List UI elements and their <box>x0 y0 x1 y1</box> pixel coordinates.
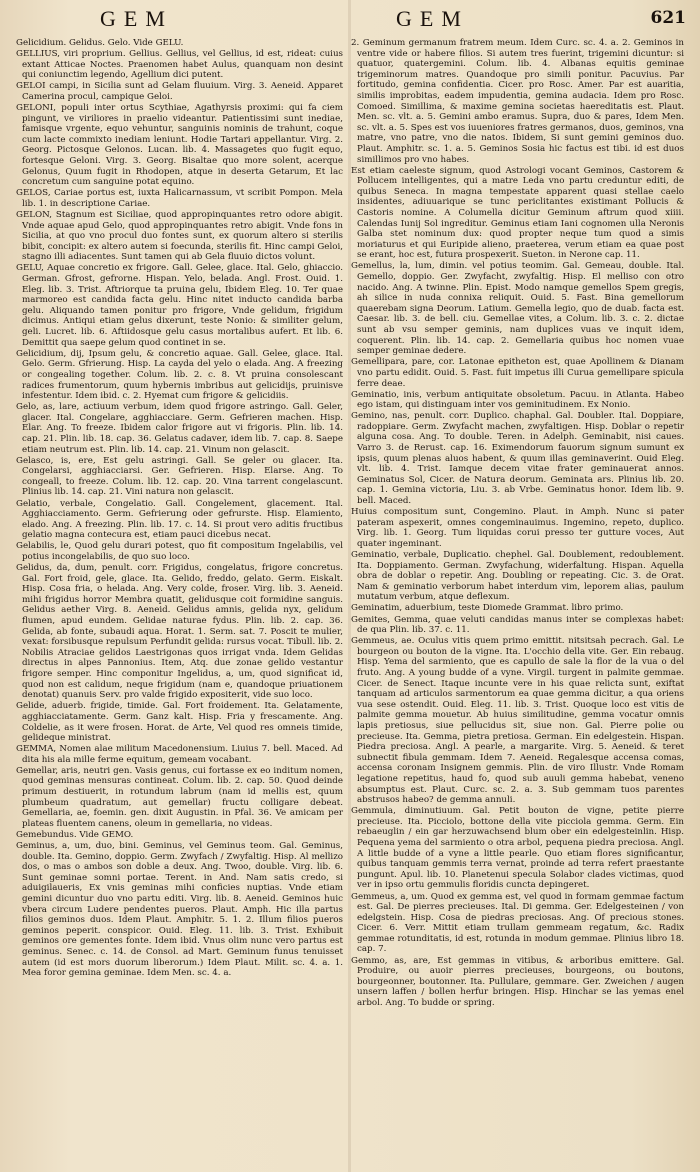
dictionary-entry: Est etiam caeleste signum, quod Astrologi vocant Geminos, Castorem & Pollucem intelligentes, qui a matre Leda vno partu creduntur editi, de quibus Seneca. In magna tempestate apparent quasi stellae caelo insidentes, adiuuarique se tunc periclitantes existimant Pollucis & Castoris nomine. A Columella dicitur Geminum aftrum quod xiiii. Calendas Iunij Sol ingreditur. Geminus etiam Iani cognomen ulla Neronis Galba stet nominum dux: quod propter neque tum quod a simis moriaturus et qui Euripide alieno, praeterea, verum etiam ea quae post se erant, hoc est, futura prospexerit. Sueton. in Nerone cap. 11. <box>351 165 684 261</box>
dictionary-entry: Gemmo, as, are, Est gemmas in vitibus, & arboribus emittere. Gal. Produire, ou auoir pierres precieuses, bourgeons, ou boutons, bourgeonner, boutonner. Ita. Pullulare, gemmare. Ger. Zweichen / augen unsern laffen / bollen herfur bringen. Hisp. Hinchar se las yemas enel arbol. Ang. To budde or spring. <box>351 955 684 1008</box>
dictionary-entry: Huius compositum sunt, Congemino. Plaut. in Amph. Nunc si pater pateram aspexerit, omnes congeminauimus. Ingemino, repeto, duplico. Virg. lib. 1. Georg. Tum liquidas corui presso ter gutture voces, Aut quater ingeminant. <box>351 507 684 549</box>
dictionary-entry: Gelicidium. Gelidus. Gelo. Vide GELU. <box>16 38 184 48</box>
dictionary-entry: Gelidus, da, dum, penult. corr. Frigidus, congelatus, frigore concretus. Gal. Fort froid, gele, glace. Ita. Gelido, freddo, gelato. Germ. Eiskalt. Hisp. Cosa fria, o helada. Ang. Very colde, froser. Virg. lib. 3. Aeneid. mihi frigidus horror Membra quatit, gelidusque coit formidine sanguis. Gelidus aether Virg. 8. Aeneid. Gelidus amnis, gelida nyx, gelidum flumen, apud eundem. Gelidae naturae fydus. Plin. lib. 2. cap. 36. Gelida, ab fonte, subaudi aqua. Horat. 1. Serm. sat. 7. Poscit te mulier, vexat: forsibusque repulsum Perfundit gelida: rursus vocat. Tibull. lib. 2. Nobilis Atraciae gelidos Laestrigonas quos irrigat vnda. Idem Gelidas directus in alpes Pannonius. Item, Atq. due zonae gelido vestantur frigore semper. Hinc componitur Ingelidus, a, um, quod significat id, quod non est calidum, neque frigidum (nam e, quandoque priuationem denotat) quanuis Serv. pro valde frigido expositerit, vide suo loco. <box>16 563 343 701</box>
dictionary-entry: 2. Geminum germanum fratrem meum. Idem Curc. sc. 4. a. 2. Geminos in ventre vide or habere filios. Si autem tres fuerint, trigemini dicuntur: si quatuor, quatergemini. Colum. lib. 4. Albanas equitis geminae trigeminorum matres. Quandoque pro simili ponitur. Pacuvius. Par fortitudo, gemina confidentia. Cicer. pro Rosc. Amer. Par est auaritia, similis improbitas, eadem impudentia, gemina audacia. Idem pro Rosc. Comoed. Simillima, & maxime gemina societas haereditatis est. Plaut. Men. sc. vlt. a. 5. Gemini ambo eramus. Supra, duo & pares, Idem Men. sc. vlt. a. 5. Spes est vos iuueniores fratres germanos, duos, geminos, vna matre, vno patre, vno die natos. Ibidem, Si sunt gemini geminos duo. Plaut. Amphitr. sc. 1. a. 5. Geminos Sosia hic factus est tibi. id est duos simillimos pro vno habes. <box>351 38 684 165</box>
column-gutter <box>348 0 351 1172</box>
running-head-right: GEM <box>396 6 469 31</box>
left-column <box>16 38 343 1009</box>
right-column <box>351 38 684 1009</box>
dictionary-entry: GELONI, populi inter ortus Scythiae, Agathyrsis proximi: qui fa ciem pingunt, ve viriliores in praelio videantur. Patientissimi sunt inediae, famisque vrgente, equo vehuntur, sanguinis nominis de trahunt, coque cum lacte commixto inediam leniunt. Hodie Tartari appellantur. Virg. 2. Georg. Pictosque Gelonos. Lucan. lib. 4. Massagetes quo fugit equo, fortesque Geloni. Virg. 3. Georg. Bisaltae quo more solent, acerque Gelonus, Quum fugit in Rhodopen, atque in deserta Getarum, Et lac concretum cum sanguine potat equino. <box>16 103 343 188</box>
dictionary-entry: GELU, Aquae concretio ex frigore. Gall. Gelee, glace. Ital. Gelo, ghiaccio. German. Gfrost, gefrorne. Hispan. Yelo, belada. Angl. Frost. Ouid. 1. Eleg. lib. 3. Trist. Aftriorque ta pruina gelu, Ibidem Eleg. 10. Ter quae marmoreo est candida facta gelu. Hinc nitet inducto candida barba gelu. Aliquando tamen ponitur pro frigore, Vnde gelidum, frigidum dicimus. Antiqui etiam gelus dixerunt, teste Nonio: & similiter gelum, geli. Lucret. lib. 6. Aftiidosque gelu casus mortalibus aufert. Et lib. 6. Demittit qua saepe gelum quod continet in se. <box>16 263 343 348</box>
two-column-text <box>16 38 686 1009</box>
dictionary-entry: Geminatio, inis, verbum antiquitate obsoletum. Pacuu. in Atlanta. Habeo ego istam, qui distinguam inter vos geminitudinem. Ex Nonio. <box>351 389 684 411</box>
dictionary-entry: Gelo, as, lare, actiuum verbum, idem quod frigore astringo. Gall. Geler, glacer. Ital. Congelare, agghiacciare. Germ. Gefrieren machen. Hisp. Elar. Ang. To freeze. Ibidem calor frigore aut vi frigoris. Plin. lib. 14. cap. 21. Plin. lib. 18. cap. 36. Gelatus cadaver, idem lib. 7. cap. 8. Saepe etiam neutrum est. Plin. lib. 14. cap. 21. Vinum non gelascit. <box>16 402 343 455</box>
dictionary-entry: Gemites, Gemma, quae veluti candidas manus inter se complexas habet: de qua Plin. lib. 37. c. 11. <box>351 614 684 636</box>
dictionary-entry: Geminatim, aduerbium, teste Diomede Grammat. libro primo. <box>351 603 624 614</box>
dictionary-entry: Gelabilis, le, Quod gelu durari potest, quo fit compositum Ingelabilis, vel potius incongelabilis, de quo suo loco. <box>16 541 343 562</box>
dictionary-entry: Gelicidium, dij, Ipsum gelu, & concretio aquae. Gall. Gelee, glace. Ital. Gelo. Germ. Gfrierung. Hisp. La cayda del yelo o elada. Ang. A freezing or congealing together. Colum. lib. 2. c. 8. Vt pruina consolescant radices frumentorum, quum hybernis imbribus aut gelicidijs, pruinisve infestentur. Idem ibid. c. 2. Hyemat cum frigore & gelicidiis. <box>16 348 343 402</box>
dictionary-entry: GELOI campi, in Sicilia sunt ad Gelam fluuium. Virg. 3. Aeneid. Apparet Camerina procul, campique Geloi. <box>16 81 343 102</box>
dictionary-entry: Geminatio, verbale, Duplicatio. chephel. Gal. Doublement, redoublement. Ita. Doppiamento. German. Zwyfachung, widerfaltung. Hispan. Aquella obra de doblar o repetir. Ang. Doubling or repeating. Cic. 3. de Orat. Nam & geminatio verborum habet interdum vim, leporem alias, paulum mutatum verbum, atque deflexum. <box>351 550 684 603</box>
running-head-left: GEM <box>100 6 173 31</box>
page-header <box>16 6 686 34</box>
dictionary-entry: Gemellipara, pare, cor. Latonae epitheton est, quae Apollinem & Dianam vno partu edidit. Ouid. 5. Fast. fuit impetus illi Curua gemellipare spicula ferre deae. <box>351 357 684 389</box>
dictionary-entry: Gemmeus, a, um. Quod ex gemma est, vel quod in formam gemmae factum est. Gal. De pierres precieuses. Ital. Di gemma. Ger. Edelgesteinen / von edelgstein. Hisp. Cosa de piedras preciosas. Ang. Of precious stones. Cicer. 6. Verr. Mittit etiam trullam gemmeam regatum, &c. Radix gemmae rotunditatis, id est, rotunda in modum gemmae. Plinius libro 18. cap. 7. <box>351 891 684 955</box>
dictionary-entry: Gemino, nas, penult. corr. Duplico. chaphal. Gal. Doubler. Ital. Doppiare, radoppiare. Germ. Zwyfacht machen, zwyfaltigen. Hisp. Doblar o repetir alguna cosa. Ang. To double. Teren. in Adelph. Geminabit, nisi caues. Varro 3. de Rerust. cap. 16. Eximendorum fauorum signum sumunt ex ipsis, quum plenas aluos habent, & quum illas geminaverint. Ouid Eleg. vlt. lib. 4. Trist. Iamque decem vitae frater geminauerat annos. Geminatus Sol, Cicer. de Natura deorum. Geminata ars. Plinius lib. 20. cap. 1. Gemina victoria, Liu. 3. ab Vrbe. Geminatus honor. Idem lib. 9. bell. Maced. <box>351 411 684 507</box>
dictionary-entry: GELON, Stagnum est Siciliae, quod appropinquantes retro odore abigit. Vnde aquae apud Gelo, quod appropinquantes retro abigit. Vnde fons in Sicilia, at quo vno procul duo fontes sunt, ex quorum altero si sterilis bibit, concipit: ex altero autem si foecunda, sterilis fit. Hinc campi Geloi, stagno illi adiacentes. Sunt tamen qui ab Gela fluuio dictos volunt. <box>16 210 343 263</box>
page-number: 621 <box>650 8 686 28</box>
dictionary-entry: Gemmeus, ae. Oculus vitis quem primo emittit. nitsitsah pecrach. Gal. Le bourgeon ou bouton de la vigne. Ita. L'occhio della vite. Ger. Ein rebaug. Hisp. Yema del sarmiento, que es capullo de sale la flor de la vua o del fruto. Ang. A young budde of a vyne. Virgil. turgent in palmite gemmae. Cicer. de Senect. Itaque incunte vere in his quae relicta sunt, exiftat tanquam ad articulos sarmentorum ea quae gemma dicitur, a qua oriens vua sese ostendit. Ouid. Eleg. 11. lib. 3. Trist. Quoque loco est vitis de palmite gemma mouetur. Ab huius similitudine, gemma vocatur omnis lapis pretiosus, siue pellucidus sit, siue non. Gal. Pierre polie ou precieuse. Ita. Gemma, pietra pretiosa. German. Ein edelgestein. Hispan. Piedra preciosa. Angl. A pearle, a margarite. Virg. 5. Aeneid. & teret subnectit fibula gemmam. Idem 7. Aeneid. Regalesque accensa comas, accensa coronam Insignem gemmis. Plin. de viro Illustr. Vnde Romam legatione repetitus, haud fo, quod sub auuli gemma habebat, veneno absumptus est. Plaut. Curc. sc. 2. a. 3. Sub gemmam tuos parentes abstrusos habeo? de gemma annuli. <box>351 636 684 806</box>
dictionary-entry: Gemellus, la, lum, dimin. vel potius teomim. Gal. Gemeau, double. Ital. Gemello, doppio. Ger. Zwyfacht, zwyfaltig. Hisp. El melliso con otro nacido. Ang. A twinne. Plin. Epist. Modo namque gemellos Spem gregis, ah silice in nuda connixa reliquit. Ouid. 5. Fast. Bina gemellorum quaerebam signa Deorum. Latium. Gemella legio, quo de duab. facta est. Caesar. lib. 3. de bell. ciu. Gemellae vites, a Colum. lib. 3. c. 2. dictae sunt ab vsu semper geminis, nam duplices vuas ve inquit idem, coquerent. Plin. lib. 14. cap. 2. Gemellaria quibus hoc nomen vuae semper geminae dedere. <box>351 261 684 357</box>
dictionary-entry: Geminus, a, um, duo, bini. Geminus, vel Geminus teom. Gal. Geminus, double. Ita. Gemino, doppio. Germ. Zwyfach / Zwyfaltig. Hisp. Al mellizo dos, o mas o ambos son doble a deux. Ang. Twoo, double. Virg. lib. 6. Sunt geminae somni portae. Terent. in And. Nam satis credo, si aduigilaueris, Ex vnis geminas mihi conficies nuptias. Vnde etiam gemini dicuntur duo vno partu editi. Virg. lib. 8. Aeneid. Geminos huic vbera circum Ludere pendentes pueros. Plaut. Amph. Hic illa partus filios geminos duos. Idem Plaut. Amphitr. 5. 1. 2. Illum filios pueros geminos peperit. conspicor. Ouid. Eleg. 11. lib. 3. Trist. Exhibuit geminos ore gementes fonte. Idem ibid. Vnus olim nunc vero partus est geminus. Senec. c. 14. de Consol. ad Mart. Geminum funus tenuisset autem (id est mors duorum liberorum.) Idem Plaut. Milit. sc. 4. a. 1. Mea foror gemina geminae. Idem Men. sc. 4. a. <box>16 841 343 979</box>
dictionary-entry: Gelatio, verbale, Congelatio. Gall. Congelement, glacement. Ital. Agghiacciamento. Germ. Gefrierung oder gefrurste. Hisp. Elamiento, elado. Ang. A freezing. Plin. lib. 17. c. 14. Si prout vero aditis fructibus gelatio magna contecura est, etiam pauci dicebus necat. <box>16 498 343 541</box>
dictionary-entry: Gelide, aduerb. frigide, timide. Gal. Fort froidement. Ita. Gelatamente, agghiacciatamente. Germ. Ganz kalt. Hisp. Fria y frescamente. Ang. Coldelie, as it were frosen. Horat. de Arte, Vel quod res omneis timide, gelideque ministrat. <box>16 701 343 744</box>
dictionary-entry: GELOS, Cariae portus est, iuxta Halicarnassum, vt scribit Pompon. Mela lib. 1. in descriptione Cariae. <box>16 188 343 209</box>
dictionary-entry: Gemebundus. Vide GEMO. <box>16 829 134 840</box>
dictionary-entry: Gemmula, diminutiuum. Gal. Petit bouton de vigne, petite pierre precieuse. Ita. Picciolo, bottone della vite picciola gemma. Germ. Ein rebaeuglin / ein gar herzuwachsend blum ober ein edelgesteinlin. Hisp. Pequena yema del sarmiento o otra arbol, pequena piedra preciosa. Angl. A little budde of a vyne a little pearle. Quo etiam flores significantur, quibus tanquam gemmis terra vernat, proinde ad terra refert praestante pungunt. Apul. lib. 10. Planetenui specula Solabor clades victimas, quod ver in ipso ortu gemmulis floridis cuncta depingeret. <box>351 806 684 891</box>
dictionary-entry: Gemellar, aris, neutri gen. Vasis genus, cui fortasse ex eo inditum nomen, quod geminas mensuras contineat. Colum. lib. 2. cap. 50. Quod deinde primum destiuerit, in rotundum labrum (nam id mellis est, quum plumbeum quadratum, aut gemellar) fructu colligare debeat. Gemellaria, ae, foemin. gen. dixit Augustin. in Pfal. 36. Ve amicam per plateas fluentem canens, oleum in gemellaria, no videas. <box>16 765 343 829</box>
dictionary-entry: Gelasco, is, ere, Est gelu astringi. Gall. Se geler ou glacer. Ita. Congelarsi, agghiacciarsi. Ger. Gefrieren. Hisp. Elarse. Ang. To congeall, to freeze. Colum. lib. 12. cap. 20. Vina tarrent congelascunt. Plinius lib. 14. cap. 21. Vini natura non gelascit. <box>16 455 343 498</box>
dictionary-entry: GEMMA, Nomen alae militum Macedonensium. Liuius 7. bell. Maced. Ad dita his ala mille ferme equitum, gemeam vocabant. <box>16 744 343 765</box>
dictionary-entry: GELLIUS, viri proprium. Gellius. Gellius, vel Gellius, id est, rideat: cuius extant Atticae Noctes. Praenomen habet Aulus, quanquam non desint qui coniunctim legendo, Agellium dici putent. <box>16 49 343 81</box>
